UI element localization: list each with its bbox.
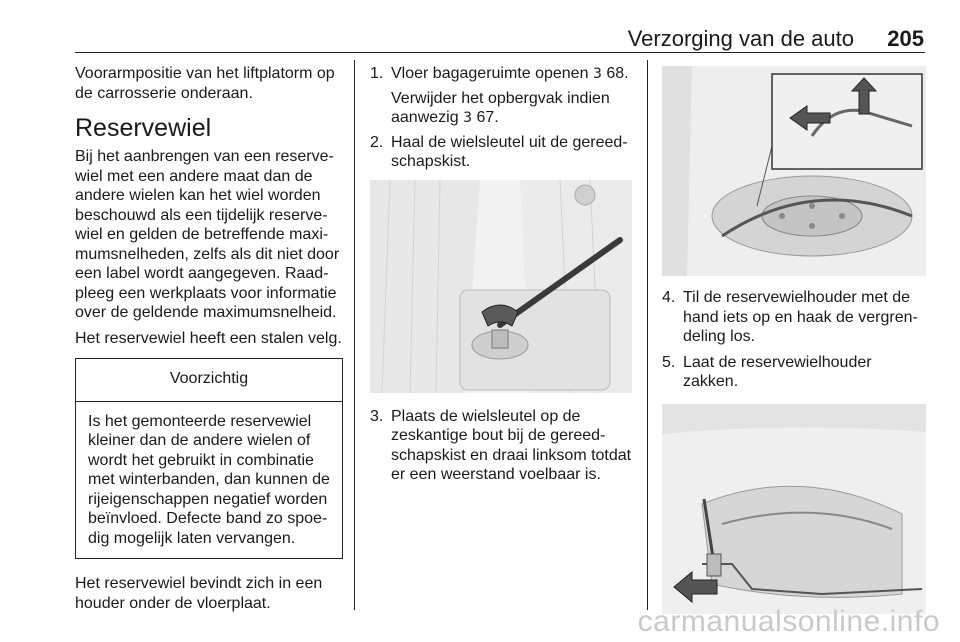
step-3 <box>370 407 636 485</box>
intro-paragraph: Voorarmpositie van het liftplatorm op de carrosserie onderaan. <box>75 65 335 102</box>
page-reference-icon: 3 <box>592 66 602 82</box>
column-1 <box>75 64 343 613</box>
figure-spare-wheel-holder <box>662 66 926 276</box>
header-title: Verzorging van de auto <box>627 26 854 51</box>
step-5 <box>662 353 926 392</box>
watermark: carmanualsonline.info <box>637 605 940 638</box>
steps-list-2 <box>370 407 636 485</box>
steps-list-3 <box>662 288 926 392</box>
step-number: 1. <box>370 65 384 82</box>
caution-text: Is het gemonteerde reservewiel kleiner dan de andere wielen of wordt het gebruikt in combinatie met winterbanden, dan kunnen de rijeigenschappen negatief worden beïnvloed. Defecte band zo spoe-dig mogelijk laten vervangen. <box>88 412 330 547</box>
section-title: Reservewiel <box>75 114 212 142</box>
step-text: Vloer bagageruimte openen <box>391 65 589 82</box>
page-reference: 68. <box>606 65 629 82</box>
step-number: 5. <box>662 353 676 371</box>
column-divider-1 <box>354 60 355 610</box>
page-number: 205 <box>887 26 924 51</box>
steps-list-1 <box>370 64 636 172</box>
step-2 <box>370 133 636 172</box>
step-number: 3. <box>370 407 384 425</box>
caution-box <box>75 358 343 559</box>
paragraph-temporary-spare: Bij het aanbrengen van een reserve-wiel met een andere maat dan de andere wielen kan het wiel worden beschouwd als een tijdelijk reserve-wiel en gelden de betreffende maxi-mumsnelheden, zelfs als dit niet door een label wordt aangegeven. Raad-pleeg een werkplaats voor informatie over de geldende maximumsnelheid. <box>75 148 340 321</box>
step-text: Laat de reservewielhouder zakken. <box>683 353 872 390</box>
page-reference: 67. <box>476 109 499 126</box>
figure-wheel-wrench <box>370 180 632 393</box>
column-3 <box>662 64 926 614</box>
step-text: Haal de wielsleutel uit de gereed-schapskist. <box>391 133 628 170</box>
step-text: Til de reservewielhouder met de hand iets op en haak de vergren-deling los. <box>683 289 918 345</box>
step-1-subtext: Verwijder het opbergvak indien aanwezig 3 67. <box>391 89 610 126</box>
caution-title: Voorzichtig <box>76 359 342 402</box>
figure-lowering-holder <box>662 404 926 614</box>
step-text: Plaats de wielsleutel op de zeskantige bout bij de gereed-schapskist en draai linksom totdat er een weerstand voelbaar is. <box>391 407 632 483</box>
column-2 <box>370 64 636 485</box>
paragraph-steel-rim: Het reservewiel heeft een stalen velg. <box>75 329 342 347</box>
step-number: 4. <box>662 289 676 306</box>
column-divider-2 <box>647 60 648 610</box>
step-number: 2. <box>370 133 384 151</box>
step-1 <box>370 64 636 85</box>
page-reference-icon: 3 <box>463 110 472 126</box>
step-4 <box>662 288 926 347</box>
header-rule <box>75 52 925 53</box>
paragraph-spare-location: Het reservewiel bevindt zich in een houder onder de vloerplaat. <box>75 575 323 612</box>
